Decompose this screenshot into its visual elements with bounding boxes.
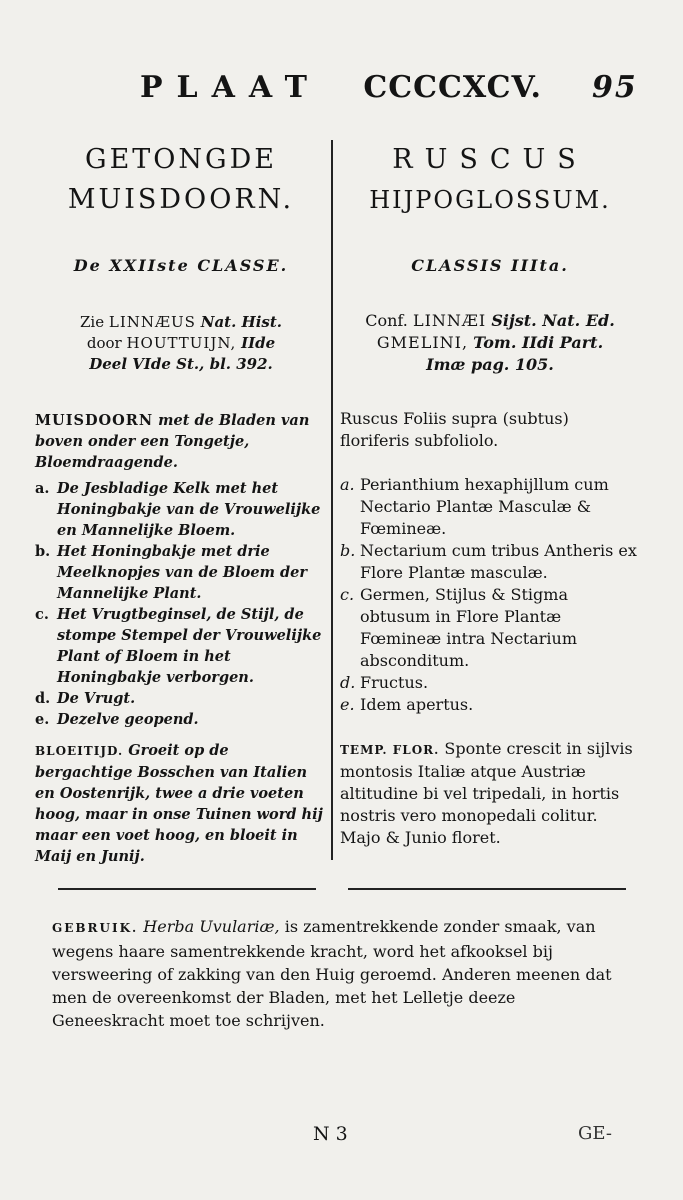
temp-flor-key: TEMP. FLOR. (340, 743, 440, 757)
signature-mark: N 3 (313, 1123, 348, 1145)
latin-item-b (340, 540, 640, 584)
latin-ref-part: Tom. IIdi Part. (473, 333, 604, 352)
plate-label: PLAAT (140, 70, 321, 105)
column-divider (331, 140, 333, 860)
latin-title-line2: HIJPOGLOSSUM. (369, 186, 611, 214)
dutch-description (35, 410, 327, 473)
dutch-item-c (35, 604, 327, 688)
dutch-title-line2: MUISDOORN. (67, 184, 295, 215)
gebruik-herba: Herba Uvulariæ, (143, 917, 280, 936)
item-label: c. (340, 585, 355, 604)
latin-item-e (340, 694, 640, 716)
dutch-ref-work: Nat. Hist. (200, 313, 283, 331)
separator-rule-left (58, 888, 316, 890)
item-text: Het Honingbakje met drie Meelknopjes van de Bloem der Mannelijke Plant. (57, 543, 307, 602)
bloeitijd-text: Groeit op de bergachtige Bosschen van Italien en Oostenrijk, twee a drie voeten hoog, maar in onse Tuinen word hij maar een voet hoog, en bloeit in Maij en Junij. (35, 742, 323, 865)
item-text: Fructus. (360, 673, 429, 692)
latin-ref-work: Sijst. Nat. Ed. (491, 311, 615, 330)
gebruik-key: GEBRUIK. (52, 921, 139, 935)
dutch-desc-lead: MUISDOORN (35, 412, 154, 429)
latin-figure-list (340, 474, 640, 716)
dutch-item-e (35, 709, 327, 730)
plate-header (140, 70, 640, 105)
item-label: c. (35, 606, 49, 623)
dutch-ref-part: IIde (241, 334, 276, 352)
dutch-class-line: De XXIIste CLASSE. (73, 256, 289, 275)
latin-ref-author: LINNÆI (412, 311, 487, 330)
catchword: GE- (578, 1123, 612, 1144)
item-text: De Vrugt. (57, 690, 136, 707)
latin-class-line: CLASSIS IIIta. (411, 256, 569, 275)
latin-flowering-time (340, 738, 640, 849)
item-text: Het Vrugtbeginsel, de Stijl, de stompe Stempel der Vrouwelijke Plant of Bloem in het Honingbakje verborgen. (57, 606, 322, 686)
dutch-title (35, 140, 327, 220)
item-text: Germen, Stijlus & Stigma obtusum in Flore Plantæ Fœmineæ intra Nectarium absconditum. (360, 585, 577, 670)
dutch-item-b (35, 541, 327, 604)
latin-reference (340, 310, 640, 376)
item-label: a. (35, 480, 50, 497)
item-text: Perianthium hexaphijllum cum Nectario Plantæ Masculæ & Fœmineæ. (360, 475, 609, 538)
separator-rule-right (348, 888, 626, 890)
latin-item-c (340, 584, 640, 672)
item-text: De Jesbladige Kelk met het Honingbakje van de Vrouwelijke en Mannelijke Bloem. (57, 480, 321, 539)
item-label: a. (340, 475, 355, 494)
dutch-ref-translator: HOUTTUIJN, (126, 334, 237, 352)
latin-description: Ruscus Foliis supra (subtus) floriferis subfoliolo. (340, 409, 569, 450)
dutch-item-d (35, 688, 327, 709)
dutch-ref-zie: Zie (79, 313, 105, 331)
dutch-ref-volume: Deel VIde St., bl. 392. (89, 355, 273, 373)
dutch-figure-list (35, 478, 327, 730)
item-label: e. (35, 711, 50, 728)
dutch-item-a (35, 478, 327, 541)
dutch-reference (35, 312, 327, 375)
latin-item-d (340, 672, 640, 694)
usage-paragraph (52, 915, 622, 1032)
item-label: d. (340, 673, 356, 692)
dutch-desc-rest: met de Bladen van boven onder een Tongetje, Bloemdraagende. (35, 412, 310, 471)
dutch-title-line1: GETONGDE (85, 144, 277, 175)
dutch-flowering-time (35, 740, 327, 867)
latin-ref-conf: Conf. (365, 311, 408, 330)
item-label: d. (35, 690, 51, 707)
plate-numeral: CCCCXCV. (363, 70, 542, 105)
temp-flor-text: Sponte crescit in sijlvis montosis Italiæ atque Austriæ altitudine bi vel tripedali, in hortis nostris vero monopedali colitur. Majo & Junio floret. (340, 739, 633, 847)
item-label: b. (35, 543, 51, 560)
item-label: b. (340, 541, 356, 560)
dutch-ref-door: door (86, 334, 122, 352)
item-text: Idem apertus. (360, 695, 474, 714)
dutch-ref-author: LINNÆUS (108, 313, 196, 331)
latin-title-line1: RUSCUS (392, 144, 588, 175)
latin-title (340, 140, 640, 220)
bloeitijd-key: BLOEITIJD. (35, 744, 124, 758)
item-label: e. (340, 695, 355, 714)
page-number: 95 (592, 70, 638, 105)
latin-ref-editor: GMELINI, (376, 333, 469, 352)
gebruik-text: is zamentrekkende zonder smaak, van wegens haare samentrekkende kracht, word het afkooksel bij versweering of zakking van den Huig geroemd. Anderen meenen dat men de overeenkomst der Bladen, met het Lelletje deeze Geneeskracht moet toe schrijven. (52, 917, 612, 1030)
latin-ref-page: Imæ pag. 105. (426, 355, 554, 374)
item-text: Dezelve geopend. (57, 711, 199, 728)
item-text: Nectarium cum tribus Antheris ex Flore Plantæ masculæ. (360, 541, 637, 582)
latin-item-a (340, 474, 640, 540)
